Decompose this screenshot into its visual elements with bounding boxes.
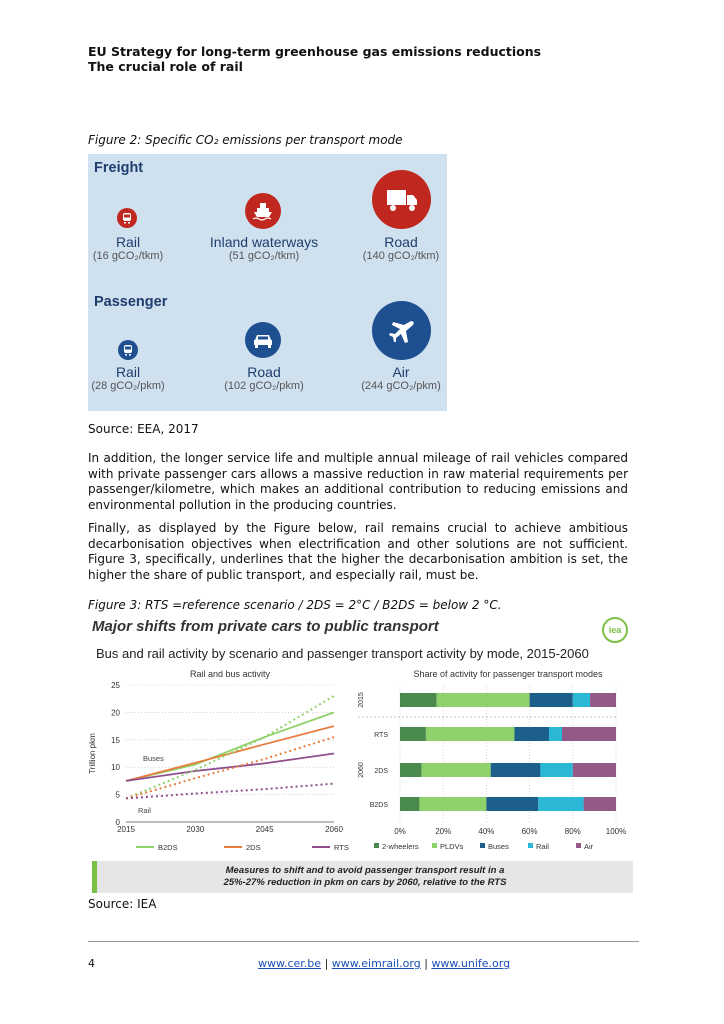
bar-segment-rail [538, 797, 583, 811]
year-label-2060: 2060 [358, 762, 365, 778]
legend-label: Air [584, 842, 594, 851]
bar-segment-pldvs [426, 727, 515, 741]
x-tick-label: 2030 [186, 825, 205, 834]
figure2-infographic [88, 154, 447, 411]
legend-label: 2DS [246, 843, 261, 852]
figure3-caption: Figure 3: RTS =reference scenario / 2DS = 2°C / B2DS = below 2 °C. [88, 598, 502, 612]
bar-segment-2-wheelers [400, 727, 426, 741]
bar-chart-title: Share of activity for passenger transport modes [413, 669, 603, 679]
y-tick-label: 5 [115, 790, 120, 800]
legend-swatch [576, 843, 581, 848]
mode-emission: (16 gCO₂/tkm) [92, 250, 164, 262]
banner-line-1: Measures to shift and to avoid passenger transport result in a [225, 865, 505, 876]
figure3-subtitle: Bus and rail activity by scenario and passenger transport activity by mode, 2015-2060 [96, 646, 589, 661]
link-separator: | [324, 957, 329, 970]
figure3-title: Major shifts from private cars to public transport [92, 618, 439, 635]
mode-name: Inland waterways [209, 234, 319, 250]
page-number: 4 [88, 957, 95, 970]
passenger-heading: Passenger [94, 294, 168, 310]
legend-label: PLDVs [440, 842, 464, 851]
legend-swatch [528, 843, 533, 848]
y-tick-label: 15 [111, 735, 120, 745]
bar-category-label: 2DS [374, 768, 388, 775]
truck-icon [372, 170, 431, 229]
bar-segment-buses [491, 763, 541, 777]
link-unife[interactable]: www.unife.org [431, 957, 511, 970]
y-tick-label: 25 [111, 681, 120, 690]
legend-label: Rail [536, 842, 549, 851]
bar-segment-rail [549, 727, 562, 741]
bar-segment-air [584, 797, 616, 811]
bar-segment-buses [514, 727, 549, 741]
figure3-plots [88, 614, 629, 860]
figure2-caption: Figure 2: Specific CO₂ emissions per transport mode [88, 133, 403, 147]
bar-segment-2-wheelers [400, 797, 419, 811]
bar-segment-buses [530, 693, 573, 707]
freight-heading: Freight [94, 160, 144, 176]
passenger-mode-rail [63, 364, 193, 393]
mode-emission: (102 gCO₂/pkm) [224, 380, 304, 392]
ship-icon [245, 193, 281, 229]
bar-segment-air [573, 763, 616, 777]
legend-swatch [432, 843, 437, 848]
bar-segment-air [562, 727, 616, 741]
annotation-buses: Buses [143, 754, 164, 763]
train-icon [118, 340, 138, 360]
mode-emission: (51 gCO₂/tkm) [228, 250, 300, 262]
freight-mode-waterways [199, 234, 329, 263]
x-tick-label: 2060 [325, 825, 343, 834]
freight-mode-rail [63, 234, 193, 263]
freight-mode-road [336, 234, 466, 263]
bar-segment-2-wheelers [400, 693, 437, 707]
y-tick-label: 10 [111, 763, 120, 773]
footer-links [258, 957, 510, 970]
y-tick-label: 20 [111, 708, 120, 718]
bar-segment-2-wheelers [400, 763, 422, 777]
mode-name: Rail [115, 364, 141, 380]
year-label-2015: 2015 [358, 692, 365, 708]
mode-name: Road [247, 364, 281, 380]
x-tick-label: 0% [394, 827, 406, 836]
x-tick-label: 20% [435, 827, 452, 836]
figure2-source: Source: EEA, 2017 [88, 422, 199, 436]
x-tick-label: 2045 [255, 825, 274, 834]
legend-swatch [374, 843, 379, 848]
paragraph-1: In addition, the longer service life and multiple annual mileage of rail vehicles compared with private passenger cars allows a massive reduction in raw material requirements per passenger/kilometre, which makes an additional contribution to reducing emissions and environmental pollution in the producing countries. [88, 451, 628, 512]
y-axis-label: Trillion pkm [88, 733, 97, 774]
mode-emission: (140 gCO₂/tkm) [362, 250, 440, 262]
legend-label: B2DS [158, 843, 178, 852]
link-separator: | [424, 957, 428, 970]
bar-category-label: B2DS [369, 802, 388, 809]
train-icon [117, 208, 137, 228]
bar-segment-buses [486, 797, 538, 811]
mode-name: Air [392, 364, 410, 380]
header-subtitle: The crucial role of rail [88, 59, 243, 74]
mode-emission: (28 gCO₂/pkm) [91, 380, 165, 392]
y-tick-label: 0 [115, 818, 120, 827]
series-line-rail-rts [126, 784, 334, 799]
legend-label: 2-wheelers [382, 842, 419, 851]
link-eimrail[interactable]: www.eimrail.org [331, 957, 421, 970]
document-header [88, 44, 541, 74]
annotation-rail: Rail [138, 806, 151, 815]
banner-line-2: 25%-27% reduction in pkm on cars by 2060, relative to the RTS [223, 877, 507, 888]
bar-segment-pldvs [437, 693, 530, 707]
bar-category-label: RTS [374, 732, 388, 739]
paragraph-2: Finally, as displayed by the Figure below, rail remains crucial to achieve ambitious decarbonisation objectives when electrification and other solutions are not sufficient. Figure 3, specifically, underlines that the higher the decarbonisation ambition is set, the higher the share of public transport, and especially rail, must be. [88, 521, 628, 582]
header-title: EU Strategy for long-term greenhouse gas emissions reductions [88, 44, 542, 59]
figure3-banner [92, 861, 633, 893]
link-cer[interactable]: www.cer.be [258, 957, 322, 970]
line-chart-title: Rail and bus activity [189, 669, 271, 679]
bar-segment-rail [573, 693, 590, 707]
mode-emission: (244 gCO₂/pkm) [361, 380, 441, 392]
passenger-mode-air [336, 364, 466, 393]
x-tick-label: 100% [605, 827, 627, 836]
passenger-mode-road [199, 364, 329, 393]
series-line-rail-b2ds [126, 696, 334, 798]
x-tick-label: 40% [478, 827, 495, 836]
x-tick-label: 60% [521, 827, 538, 836]
legend-swatch [480, 843, 485, 848]
bar-segment-rail [540, 763, 572, 777]
bar-segment-air [590, 693, 616, 707]
legend-label: RTS [334, 843, 349, 852]
x-tick-label: 80% [564, 827, 581, 836]
mode-name: Road [384, 234, 418, 250]
series-line-buses-b2ds [126, 712, 334, 781]
footer-divider [88, 941, 639, 942]
bar-segment-pldvs [419, 797, 486, 811]
iea-logo: iea [602, 617, 628, 643]
car-icon [245, 322, 281, 358]
figure3-chart [88, 614, 629, 894]
mode-name: Rail [115, 234, 141, 250]
x-tick-label: 2015 [117, 825, 135, 834]
plane-icon [372, 301, 431, 360]
figure3-source: Source: IEA [88, 897, 157, 911]
bar-segment-pldvs [422, 763, 491, 777]
legend-label: Buses [488, 842, 509, 851]
